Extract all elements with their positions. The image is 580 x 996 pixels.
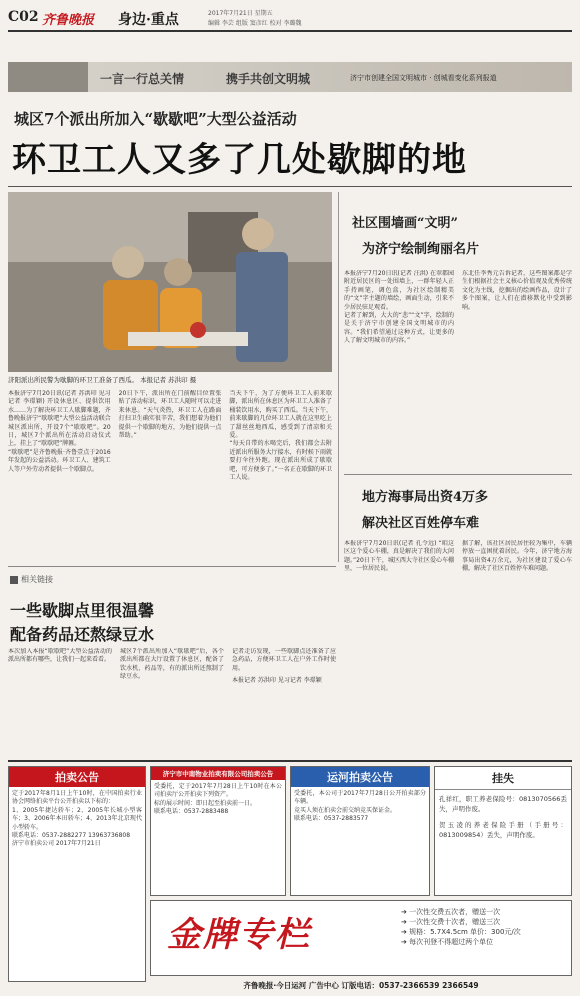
banner-slogan-right: 携手共创文明城 [226, 72, 311, 86]
auction3-title: 运河拍卖公告 [291, 767, 429, 787]
auction1-title: 拍卖公告 [9, 767, 145, 787]
masthead [8, 6, 572, 28]
auction3-line: 竞买人须在拍卖会前交纳竞买保证金。 [294, 806, 397, 814]
gold-item-text: 每次刊登不得超过两个单位 [409, 938, 494, 946]
auction1-line: 联系电话：0537-2882277 13963736808 [12, 832, 131, 840]
notice-line: 贺玉凌的养老保险手册（手册号：0813009854）丢失，声明作废。 [439, 821, 567, 839]
auction3-line: 受委托，本公司于2017年7月28日公开拍卖部分车辆。 [294, 790, 426, 806]
auction1-ad [8, 766, 146, 982]
gold-column-list [401, 907, 569, 947]
side2-headline1: 地方海事局出资4万多 [362, 490, 489, 505]
side1-headline2: 为济宁绘制绚丽名片 [362, 242, 480, 257]
section-title: 身边·重点 [118, 12, 179, 28]
gold-item [401, 927, 569, 937]
gold-item [401, 907, 569, 917]
side-divider [338, 192, 339, 562]
feature-body [8, 648, 336, 758]
side2-paragraph: 本报济宁7月20日讯(记者 孔令远) “咱这区这个爱心车棚，真是解决了我们的大问题。”20日下午，城区西大寺社区爱心车棚里，一位居民说。 [344, 540, 454, 573]
arrow-icon: ➔ [401, 908, 410, 916]
photo-caption: 济阳派出所民警为歇脚的环卫工准备了西瓜。 本报记者 苏洪印 摄 [8, 376, 197, 384]
issue-date: 2017年7月21日 星期五 [208, 10, 273, 17]
notice-title: 挂失 [435, 767, 571, 790]
auction2-header: 济宁市中南物业拍卖有限公司拍卖公告 [151, 767, 285, 780]
auction2-ad [150, 766, 286, 896]
gold-column-title: 金牌专栏 [167, 915, 311, 955]
lead-body [8, 390, 332, 560]
gold-item-text: 一次性交费十次者，赠送三次 [409, 918, 501, 926]
gold-item [401, 937, 569, 947]
ad-footer: 齐鲁晚报·今日运河 广告中心 订版电话：0537-2366539 2366549 [243, 981, 479, 990]
feature-paragraph: 城区7个派出所加入“歇歇吧”后，各个派出所都在大厅设置了休息区，配备了饮水机、药品等，有的派出所还熬制了绿豆水。 [120, 648, 224, 681]
lead-rule [8, 186, 572, 187]
lead-paragraph: “歇歇吧”是齐鲁晚报·齐鲁壹点于2016年发起的公益活动。环卫工人、建筑工人等户外劳动者提供一个歇脚点。 [8, 448, 111, 473]
lead-photo [8, 192, 332, 372]
auction3-ad [290, 766, 430, 896]
side1-body [344, 270, 572, 470]
side2-rule [344, 474, 572, 475]
auction2-line: 联系电话：0537-2883488 [154, 808, 229, 816]
notice-line: 孔祥红，职工养老保险号：0813070566丢失，声明作废。 [439, 795, 567, 813]
gold-column-ad [150, 900, 572, 976]
lead-headline: 环卫工人又多了几处歇脚的地 [12, 140, 467, 180]
side1-paragraph: 本报济宁7月20日讯(记者 汪洪) 在翠都园附近居民区的一处围墙上，一群年轻人正手持画笔，调色盒，为社区绘制精美的“文”字主题的墙绘，画面生动，引来不少居民驻足观看。 [344, 270, 454, 311]
page-number: C02 [8, 9, 39, 25]
gold-item-text: 一次性交费五次者，赠送一次 [409, 908, 501, 916]
side1-headline1: 社区围墙画“文明” [352, 216, 458, 231]
feature-tag-icon [10, 576, 18, 584]
auction1-line: 1、2005年捷达轿车；2、2005年长城小型客车；3、2006年本田轿车；4、2013年北京现代小型轿车。 [12, 806, 142, 831]
auction2-line: 标的展示时间：即日起至拍卖前一日。 [154, 799, 257, 807]
auction2-line: 受委托，定于2017年7月28日上午10时在本公司拍卖厅公开拍卖下列资产。 [154, 783, 282, 799]
campaign-banner [8, 62, 572, 92]
banner-slogan-left: 一言一行总关情 [100, 72, 185, 86]
arrow-icon: ➔ [401, 928, 410, 936]
editor-credits: 编辑 李芸 组版 窦彦红 校对 李璐魏 [208, 20, 302, 27]
gold-item [401, 917, 569, 927]
feature-headline2: 配备药品还熬绿豆水 [10, 625, 155, 644]
lead-kicker: 城区7个派出所加入“歇歇吧”大型公益活动 [14, 110, 297, 128]
auction1-line: 定于2017年8月1日上午10时，在中国拍卖行业协会网络拍卖平台公开拍卖以下标的： [12, 790, 142, 806]
auction3-line: 联系电话：0537-2883577 [294, 815, 369, 823]
paper-logo: 齐鲁晚报 [42, 13, 95, 28]
arrow-icon: ➔ [401, 938, 410, 946]
side1-paragraph: 记者了解到，大大的“悲”“文”字，绘制的是关于济宁市创建全国文明城市的内容。“我们希望通过这种方式，让更多的人了解文明城市的内容。” [344, 312, 454, 345]
feature-rule [8, 566, 336, 567]
lead-paragraph: 当天下午，为了方便环卫工人前来歇脚，派出所在休息区为环卫工人准备了桶装饮用水，购买了西瓜。当天下午，前来歇脚的几位环卫工人就在这里吃上了甜丝丝地西瓜，感受到了清凉和关爱。 [229, 390, 332, 440]
lead-paragraph: 本报济宁7月20日讯(记者 苏洪印 见习记者 李璟颖) 开设休息区、提供饮用水……为了解决环卫工人歇脚难题，齐鲁晚报济宁“歇歇吧”大型公益活动联合城区派出所，开设7个“歇歇吧”。20日，城区7个派出所在活动启动仪式上，挂上了“歇歇吧”牌匾。 [8, 390, 111, 448]
feature-paragraph: 记者走访发现，一些歇脚点还准备了应急药品，方便环卫工人在户外工作时使用。 [232, 648, 336, 672]
feature-paragraph: 本次加入本报“歇歇吧”大型公益活动的派出所都有哪些，让我们一起来看看。 [8, 648, 112, 664]
banner-series: 济宁市创建全国文明城市 · 创城看变化系列报道 [350, 74, 497, 82]
gold-item-text: 规格：5.7X4.5cm 单价：300元/次 [409, 928, 521, 936]
feature-headline1: 一些歇脚点里很温馨 [10, 601, 155, 620]
auction1-line: 济宁市拍卖公司 2017年7月21日 [12, 840, 101, 848]
ads-rule [8, 760, 572, 762]
lead-paragraph: “每天自带的水喝完后，我们都会去附近派出所服务大厅接水，有时候下雨就要打伞往外跑。现在派出所成了歇歇吧，可方便多了。”一名正在歇脚的环卫工人说。 [229, 440, 332, 482]
lead-paragraph: 20日下午，派出所在门前醒目位置张贴了活动标识，环卫工人随时可以走进来休息。“天气炎热，环卫工人在路面打扫卫生确实很辛苦，我们想着为他们提供一个歇脚的地方，为他们提供一点帮助。” [118, 390, 222, 440]
feature-tag-label: 相关链接 [21, 575, 53, 584]
side1-paragraph: 东北任李秀元告诉记者，这些图案都是学生们根据社会主义核心价值观及优秀传统文化为主线，挖掘出的绘画作品，设计了多个图案，让人们在潜移默化中受到影响。 [462, 270, 572, 311]
feature-tag [10, 574, 53, 585]
masthead-rule [8, 30, 572, 32]
side2-headline2: 解决社区百姓停车难 [362, 516, 480, 531]
side2-body [344, 540, 572, 690]
arrow-icon: ➔ [401, 918, 410, 926]
loss-notice-ad [434, 766, 572, 896]
feature-byline: 本报记者 苏洪印 见习记者 李璟颖 [232, 677, 322, 685]
side2-paragraph: 据了解，该社区居民居住较为集中，车辆停放一直困扰着居民。今年，济宁地方海事局出资4万余元，为社区建设了爱心车棚，解决了社区百姓停车难问题。 [462, 540, 572, 573]
